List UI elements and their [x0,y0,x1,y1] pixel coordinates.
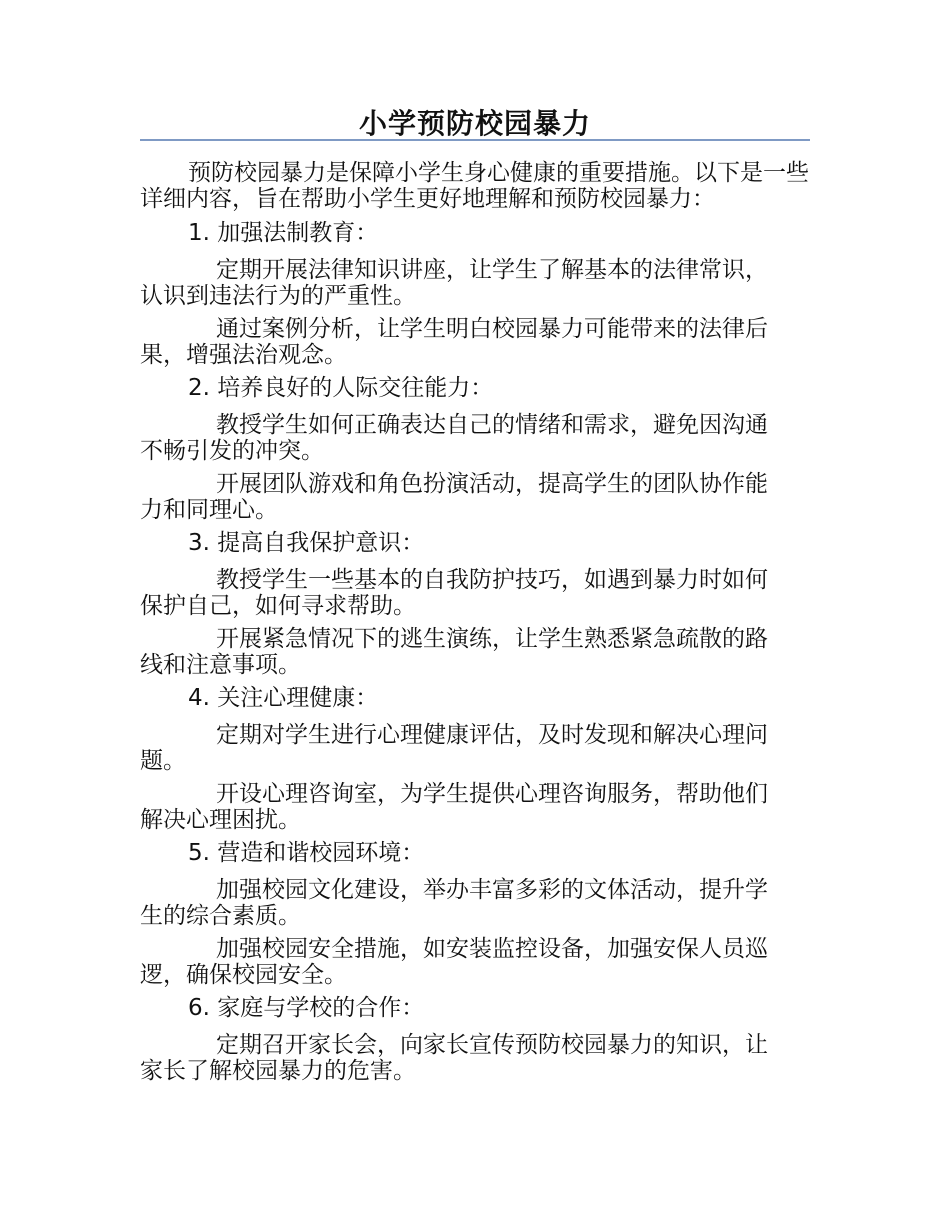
section-5-item-2: 加强校园安全措施，如安装监控设备，加强安保人员巡逻，确保校园安全。 [140,936,768,988]
section-1-item-2: 通过案例分析，让学生明白校园暴力可能带来的法律后果，增强法治观念。 [140,316,768,368]
section-2-item-2: 开展团队游戏和角色扮演活动，提高学生的团队协作能力和同理心。 [140,471,768,523]
section-6-item-1: 定期召开家长会，向家长宣传预防校园暴力的知识，让家长了解校园暴力的危害。 [140,1032,768,1084]
section-3-item-1: 教授学生一些基本的自我防护技巧，如遇到暴力时如何保护自己，如何寻求帮助。 [140,567,768,619]
section-heading-6: 6. 家庭与学校的合作： [188,995,425,1021]
title-underline [140,139,810,141]
section-1-item-1: 定期开展法律知识讲座，让学生了解基本的法律常识，认识到违法行为的严重性。 [140,257,768,309]
section-2-item-1: 教授学生如何正确表达自己的情绪和需求，避免因沟通不畅引发的冲突。 [140,412,768,464]
section-heading-2: 2. 培养良好的人际交往能力： [188,375,494,401]
section-heading-3: 3. 提高自我保护意识： [188,530,425,556]
section-heading-5: 5. 营造和谐校园环境： [188,840,425,866]
intro-paragraph: 预防校园暴力是保障小学生身心健康的重要措施。以下是一些详细内容，旨在帮助小学生更好地理解和预防校园暴力： [140,160,809,212]
section-4-item-1: 定期对学生进行心理健康评估，及时发现和解决心理问题。 [140,722,768,774]
section-4-item-2: 开设心理咨询室，为学生提供心理咨询服务，帮助他们解决心理困扰。 [140,781,768,833]
document-title: 小学预防校园暴力 [358,107,591,140]
section-3-item-2: 开展紧急情况下的逃生演练，让学生熟悉紧急疏散的路线和注意事项。 [140,626,768,678]
section-heading-4: 4. 关注心理健康： [188,685,379,711]
section-5-item-1: 加强校园文化建设，举办丰富多彩的文体活动，提升学生的综合素质。 [140,877,768,929]
section-heading-1: 1. 加强法制教育： [188,220,379,246]
